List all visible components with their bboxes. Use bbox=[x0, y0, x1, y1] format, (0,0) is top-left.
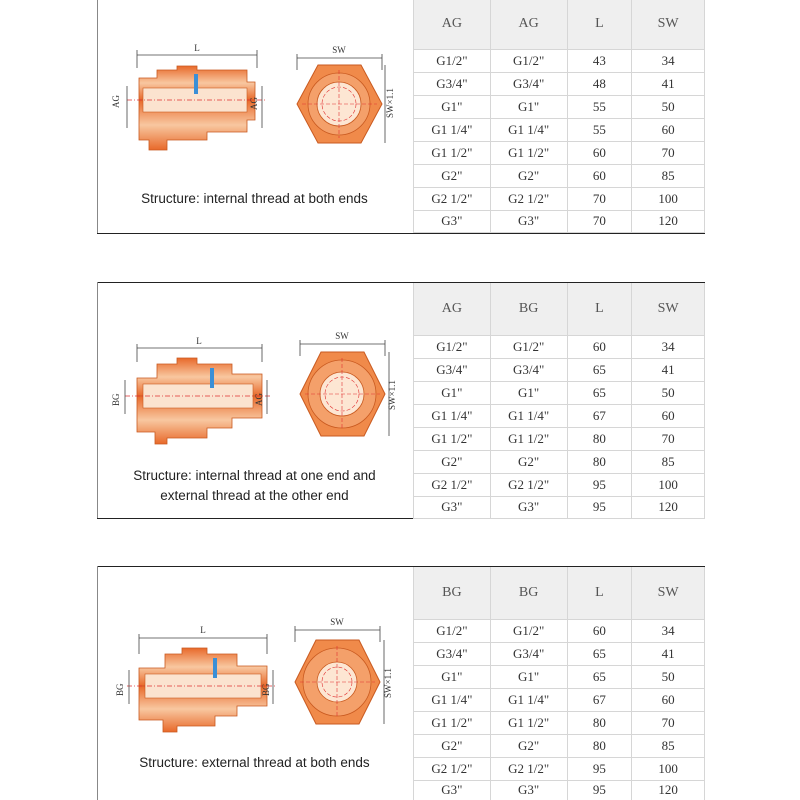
table-cell: 100 bbox=[632, 757, 705, 780]
table-row bbox=[414, 164, 705, 187]
table-cell: G2" bbox=[414, 164, 491, 187]
table-cell: 100 bbox=[632, 187, 705, 210]
header-cell: BG bbox=[414, 567, 491, 619]
header-cell: SW bbox=[632, 283, 705, 335]
table-cell: 43 bbox=[567, 49, 632, 72]
table-cell: G3" bbox=[414, 210, 491, 232]
table-cell: 67 bbox=[567, 688, 632, 711]
table-row bbox=[414, 141, 705, 164]
table-row bbox=[414, 427, 705, 450]
spec-table-1 bbox=[413, 0, 705, 233]
table-cell: G2" bbox=[414, 734, 491, 757]
table-cell: 70 bbox=[632, 427, 705, 450]
table-cell: G1 1/4" bbox=[490, 404, 567, 427]
header-cell: L bbox=[567, 567, 632, 619]
table-cell: 67 bbox=[567, 404, 632, 427]
caption-line: external thread at the other end bbox=[160, 488, 349, 503]
table-cell: G1/2" bbox=[490, 49, 567, 72]
table-row bbox=[414, 72, 705, 95]
table-row bbox=[414, 49, 705, 72]
dim-hex-width-label: SW bbox=[335, 331, 349, 341]
dim-hex-width-label: SW bbox=[332, 45, 346, 55]
table-cell: G1 1/4" bbox=[414, 404, 491, 427]
table-row bbox=[414, 358, 705, 381]
table-cell: 48 bbox=[567, 72, 632, 95]
table-cell: 60 bbox=[567, 619, 632, 642]
cross-section-drawing bbox=[97, 282, 412, 462]
table-row bbox=[414, 496, 705, 518]
table-cell: 65 bbox=[567, 665, 632, 688]
table-cell: G2" bbox=[490, 164, 567, 187]
table-cell: G1/2" bbox=[490, 335, 567, 358]
table-row bbox=[414, 450, 705, 473]
table-cell: 80 bbox=[567, 711, 632, 734]
table-cell: G2 1/2" bbox=[490, 473, 567, 496]
cross-section-drawing bbox=[97, 566, 412, 746]
table-cell: 50 bbox=[632, 95, 705, 118]
table-cell: G1" bbox=[490, 95, 567, 118]
dim-right-label: AG bbox=[249, 97, 259, 110]
table-row bbox=[414, 95, 705, 118]
table-cell: G1 1/4" bbox=[490, 118, 567, 141]
table-cell: G1 1/4" bbox=[414, 118, 491, 141]
table-cell: G2 1/2" bbox=[414, 757, 491, 780]
table-cell: G3/4" bbox=[414, 358, 491, 381]
table-cell: G1 1/4" bbox=[490, 688, 567, 711]
fitting-drawing-2 bbox=[97, 282, 412, 518]
table-cell: G2 1/2" bbox=[414, 473, 491, 496]
table-cell: 70 bbox=[567, 187, 632, 210]
spec-table-2 bbox=[413, 283, 705, 519]
table-cell: 50 bbox=[632, 381, 705, 404]
table-cell: G3" bbox=[414, 496, 491, 518]
table-cell: G2" bbox=[490, 734, 567, 757]
table-row bbox=[414, 665, 705, 688]
table-cell: G3/4" bbox=[490, 358, 567, 381]
dim-hex-side-label: SW×1.1 bbox=[385, 88, 395, 118]
table-cell: 50 bbox=[632, 665, 705, 688]
dim-left-label: AG bbox=[111, 95, 121, 108]
table-row bbox=[414, 642, 705, 665]
structure-caption bbox=[97, 189, 412, 209]
table-row bbox=[414, 619, 705, 642]
table-cell: 65 bbox=[567, 381, 632, 404]
table-cell: 34 bbox=[632, 49, 705, 72]
table-cell: G1" bbox=[414, 665, 491, 688]
table-row bbox=[414, 473, 705, 496]
header-cell: L bbox=[567, 0, 632, 49]
structure-caption bbox=[97, 466, 412, 506]
table-cell: 80 bbox=[567, 427, 632, 450]
table-cell: G1/2" bbox=[414, 49, 491, 72]
header-cell: BG bbox=[490, 567, 567, 619]
table-row bbox=[414, 210, 705, 232]
table-cell: 41 bbox=[632, 72, 705, 95]
dim-right-label: AG bbox=[254, 393, 264, 406]
table-cell: 55 bbox=[567, 118, 632, 141]
table-cell: G3" bbox=[414, 780, 491, 800]
table-row bbox=[414, 404, 705, 427]
table-cell: 80 bbox=[567, 450, 632, 473]
table-cell: G2 1/2" bbox=[490, 187, 567, 210]
table-cell: G3" bbox=[490, 210, 567, 232]
table-cell: G2 1/2" bbox=[490, 757, 567, 780]
table-row bbox=[414, 187, 705, 210]
fitting-drawing-3 bbox=[97, 566, 412, 800]
dim-right-label: BG bbox=[261, 683, 271, 696]
table-cell: 70 bbox=[632, 141, 705, 164]
table-cell: G3/4" bbox=[490, 72, 567, 95]
table-cell: 95 bbox=[567, 757, 632, 780]
table-row bbox=[414, 381, 705, 404]
table-cell: G1 1/4" bbox=[414, 688, 491, 711]
table-cell: G2 1/2" bbox=[414, 187, 491, 210]
caption-line: Structure: internal thread at one end and bbox=[133, 468, 376, 483]
table-cell: 65 bbox=[567, 358, 632, 381]
table-cell: G1/2" bbox=[414, 619, 491, 642]
spec-section-1 bbox=[97, 0, 705, 235]
table-header-row bbox=[414, 283, 705, 335]
table-header-row bbox=[414, 567, 705, 619]
header-cell: SW bbox=[632, 0, 705, 49]
spec-section-2 bbox=[97, 282, 705, 520]
header-cell: AG bbox=[414, 283, 491, 335]
dim-length-label: L bbox=[196, 336, 202, 346]
table-cell: G2" bbox=[490, 450, 567, 473]
table-cell: 120 bbox=[632, 496, 705, 518]
table-cell: 85 bbox=[632, 164, 705, 187]
table-cell: 95 bbox=[567, 496, 632, 518]
dim-hex-side-label: SW×1.1 bbox=[387, 380, 397, 410]
table-cell: 60 bbox=[632, 688, 705, 711]
table-row bbox=[414, 688, 705, 711]
table-cell: G3/4" bbox=[414, 72, 491, 95]
table-cell: 34 bbox=[632, 335, 705, 358]
header-cell: SW bbox=[632, 567, 705, 619]
table-cell: G1" bbox=[490, 381, 567, 404]
table-cell: G3/4" bbox=[490, 642, 567, 665]
table-cell: 120 bbox=[632, 780, 705, 800]
dim-left-label: BG bbox=[111, 393, 121, 406]
header-cell: AG bbox=[414, 0, 491, 49]
caption-line: Structure: internal thread at both ends bbox=[141, 191, 368, 206]
header-cell: L bbox=[567, 283, 632, 335]
table-cell: 60 bbox=[567, 335, 632, 358]
table-cell: 60 bbox=[567, 141, 632, 164]
spec-section-3 bbox=[97, 566, 705, 800]
caption-line: Structure: external thread at both ends bbox=[139, 755, 370, 770]
table-cell: 55 bbox=[567, 95, 632, 118]
table-row bbox=[414, 780, 705, 800]
table-cell: 34 bbox=[632, 619, 705, 642]
table-cell: G1 1/2" bbox=[414, 427, 491, 450]
table-cell: 60 bbox=[632, 118, 705, 141]
table-cell: G1" bbox=[414, 381, 491, 404]
fitting-drawing-1 bbox=[97, 0, 412, 233]
table-cell: 95 bbox=[567, 780, 632, 800]
table-cell: G1 1/2" bbox=[490, 141, 567, 164]
table-cell: 60 bbox=[632, 404, 705, 427]
table-row bbox=[414, 734, 705, 757]
table-cell: 95 bbox=[567, 473, 632, 496]
table-cell: 70 bbox=[632, 711, 705, 734]
dim-hex-width-label: SW bbox=[330, 617, 344, 627]
cross-section-drawing bbox=[97, 0, 412, 180]
table-cell: G1/2" bbox=[414, 335, 491, 358]
header-cell: BG bbox=[490, 283, 567, 335]
table-cell: 85 bbox=[632, 734, 705, 757]
dim-hex-side-label: SW×1.1 bbox=[383, 668, 393, 698]
table-cell: G1" bbox=[490, 665, 567, 688]
table-header-row bbox=[414, 0, 705, 49]
table-cell: G1 1/2" bbox=[414, 711, 491, 734]
dim-length-label: L bbox=[200, 625, 206, 635]
table-cell: G3" bbox=[490, 496, 567, 518]
table-cell: G1 1/2" bbox=[490, 427, 567, 450]
table-row bbox=[414, 757, 705, 780]
table-cell: G1" bbox=[414, 95, 491, 118]
table-cell: G1 1/2" bbox=[414, 141, 491, 164]
dim-length-label: L bbox=[194, 43, 200, 53]
table-row bbox=[414, 118, 705, 141]
table-cell: 65 bbox=[567, 642, 632, 665]
table-cell: G3" bbox=[490, 780, 567, 800]
table-cell: G1 1/2" bbox=[490, 711, 567, 734]
spec-table-3 bbox=[413, 567, 705, 800]
header-cell: AG bbox=[490, 0, 567, 49]
table-cell: 100 bbox=[632, 473, 705, 496]
table-cell: G3/4" bbox=[414, 642, 491, 665]
table-cell: 41 bbox=[632, 642, 705, 665]
table-row bbox=[414, 335, 705, 358]
table-cell: 41 bbox=[632, 358, 705, 381]
table-cell: 120 bbox=[632, 210, 705, 232]
table-row bbox=[414, 711, 705, 734]
table-cell: 85 bbox=[632, 450, 705, 473]
dim-left-label: BG bbox=[115, 683, 125, 696]
table-cell: 70 bbox=[567, 210, 632, 232]
table-cell: 80 bbox=[567, 734, 632, 757]
table-cell: G1/2" bbox=[490, 619, 567, 642]
structure-caption bbox=[97, 753, 412, 773]
table-cell: 60 bbox=[567, 164, 632, 187]
table-cell: G2" bbox=[414, 450, 491, 473]
